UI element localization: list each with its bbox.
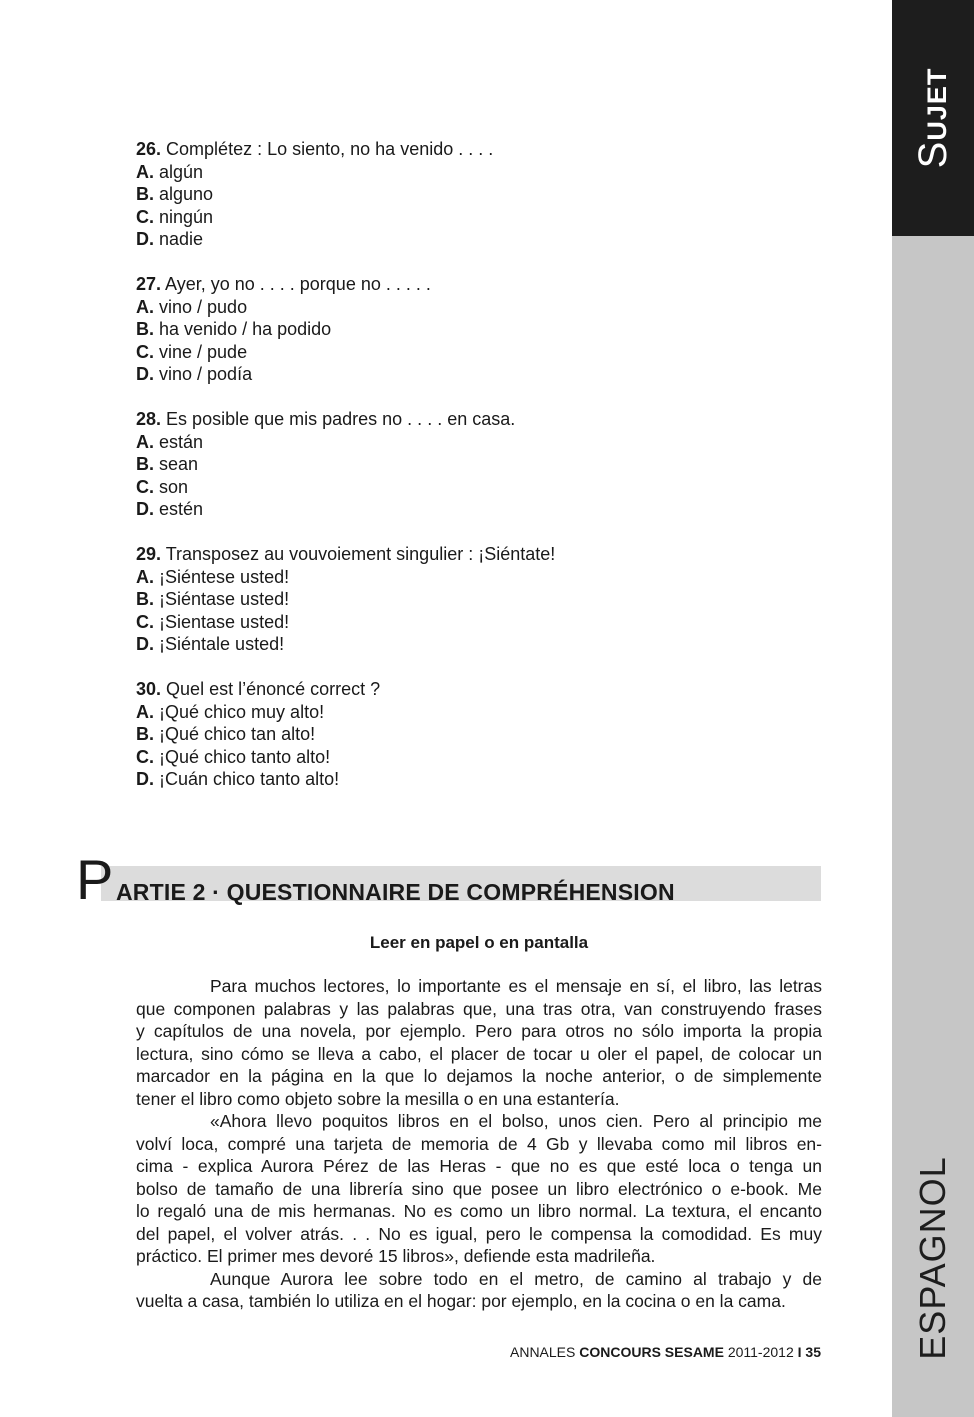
option-letter: D.	[136, 364, 154, 384]
question-text: Quel est l’énoncé correct ?	[166, 679, 381, 699]
option-letter: D.	[136, 229, 154, 249]
option-text: ¡Siéntase usted!	[159, 589, 290, 609]
article-line: cima - explica Aurora Pérez de las Heras - que no es que esté loca o tenga un	[136, 1156, 822, 1176]
answer-option	[136, 318, 826, 341]
article-line: práctico. El primer mes devoré 15 libros», defiende esta madrileña.	[136, 1246, 656, 1266]
answer-option	[136, 633, 826, 656]
option-letter: B.	[136, 319, 154, 339]
answer-option	[136, 768, 826, 791]
option-letter: C.	[136, 341, 154, 362]
article-line: que componen palabras y las palabras que, una tras otra, van construyendo frases	[136, 998, 822, 1019]
section-label	[913, 68, 953, 169]
article-line: volví loca, compré una tarjeta de memoria de 4 Gb y llevaba como mil libros en-	[136, 1133, 822, 1154]
option-text: están	[159, 431, 204, 452]
section-heading-initial: P	[76, 848, 114, 911]
footer-year: 2011-2012	[727, 1344, 794, 1360]
question-text: Ayer, yo no . . . . porque no . . . . .	[165, 274, 431, 294]
footer-brand: CONCOURS SESAME	[579, 1344, 724, 1360]
question-prompt	[136, 543, 826, 566]
option-text: alguno	[159, 184, 214, 204]
option-text: vino / pudo	[159, 296, 248, 317]
section-label-initial: S	[911, 140, 955, 169]
option-letter: B.	[136, 184, 154, 204]
question-prompt	[136, 273, 826, 296]
option-text: vine / pude	[159, 341, 248, 362]
question-block	[136, 408, 826, 521]
answer-option	[136, 296, 826, 319]
article-line: lectura, sino cómo se lleva a cabo, el placer de tocar u oler el papel, de colocar un	[136, 1043, 822, 1064]
answer-option	[136, 476, 826, 499]
article-body	[136, 975, 822, 1313]
article-line: Para muchos lectores, lo importante es el mensaje en sí, el libro, las letras	[210, 976, 822, 996]
option-text: ¡Sientase usted!	[159, 611, 290, 632]
question-prompt	[136, 138, 826, 161]
article-title: Leer en papel o en pantalla	[369, 933, 589, 952]
question-text: Es posible que mis padres no . . . . en casa.	[166, 409, 516, 429]
question-text: Complétez : Lo siento, no ha venido . . . .	[166, 139, 494, 159]
option-letter: B.	[136, 454, 154, 474]
option-letter: D.	[136, 769, 154, 789]
option-text: ¡Qué chico tan alto!	[159, 724, 316, 744]
answer-option	[136, 498, 826, 521]
option-text: ningún	[159, 206, 214, 227]
question-block	[136, 138, 826, 251]
option-letter: A.	[136, 431, 154, 452]
option-text: vino / podía	[159, 364, 253, 384]
article-line: bolso de tamaño de una librería sino que posee un libro electrónico o e-book. Me	[136, 1178, 822, 1199]
answer-option	[136, 723, 826, 746]
article-line: marcador en la página en la que lo dejamos la noche anterior, o de simplemente	[136, 1066, 822, 1086]
answer-option	[136, 431, 826, 454]
article-line: y capítulos de una novela, por ejemplo. Pero para otros no sólo importa la propia	[136, 1021, 822, 1041]
article-line: del papel, el volver atrás. . . No es igual, pero le compensa la comodidad. Es muy	[136, 1223, 822, 1244]
option-text: estén	[159, 499, 204, 519]
article-line: lo regaló una de mis hermanas. No es como un libro normal. La textura, el encanto	[136, 1201, 822, 1221]
question-number: 30.	[136, 679, 162, 699]
question-prompt	[136, 408, 826, 431]
option-letter: D.	[136, 634, 154, 654]
question-text: Transposez au vouvoiement singulier : ¡Siéntate!	[165, 544, 556, 564]
answer-option	[136, 701, 826, 724]
question-block	[136, 678, 826, 791]
option-letter: A.	[136, 296, 154, 317]
answer-option	[136, 183, 826, 206]
section-heading: ARTIE 2 · QUESTIONNAIRE DE COMPRÉHENSION	[116, 879, 675, 905]
option-letter: C.	[136, 476, 154, 497]
option-letter: D.	[136, 499, 154, 519]
page-footer	[510, 1343, 821, 1361]
answer-option	[136, 746, 826, 769]
answer-option	[136, 363, 826, 386]
option-letter: A.	[136, 701, 154, 722]
answer-option	[136, 566, 826, 589]
question-block	[136, 273, 826, 386]
option-letter: B.	[136, 724, 154, 744]
answer-option	[136, 611, 826, 634]
option-text: ¡Qué chico muy alto!	[159, 701, 325, 722]
article-line: Aunque Aurora lee sobre todo en el metro, de camino al trabajo y de	[210, 1268, 822, 1289]
option-letter: C.	[136, 746, 154, 767]
option-text: algún	[159, 161, 204, 182]
question-number: 26.	[136, 139, 162, 159]
sidebar-section-tab	[892, 0, 974, 236]
option-text: sean	[159, 454, 199, 474]
article-line: «Ahora llevo poquitos libros en el bolso, unos cien. Pero al principio me	[210, 1111, 822, 1131]
answer-option	[136, 228, 826, 251]
answer-option	[136, 161, 826, 184]
option-letter: B.	[136, 589, 154, 609]
answer-option	[136, 453, 826, 476]
option-letter: A.	[136, 161, 154, 182]
section-label-rest: UJET	[922, 67, 952, 141]
option-text: ¡Siéntese usted!	[159, 566, 290, 587]
option-letter: C.	[136, 611, 154, 632]
option-text: ¡Cuán chico tanto alto!	[159, 769, 340, 789]
option-letter: C.	[136, 206, 154, 227]
question-prompt	[136, 678, 826, 701]
answer-option	[136, 588, 826, 611]
option-text: ¡Siéntale usted!	[159, 634, 285, 654]
page-number: 35	[805, 1344, 821, 1360]
question-number: 27.	[136, 274, 162, 294]
question-list	[136, 138, 826, 813]
option-text: nadie	[159, 229, 204, 249]
answer-option	[136, 206, 826, 229]
subject-label: ESPAGNOL	[912, 1156, 953, 1360]
sidebar	[892, 0, 974, 1417]
article-line: tener el libro como objeto sobre la mesilla o en una estantería.	[136, 1088, 620, 1109]
question-block	[136, 543, 826, 656]
answer-option	[136, 341, 826, 364]
option-text: son	[159, 476, 189, 497]
question-number: 29.	[136, 544, 162, 564]
question-number: 28.	[136, 409, 162, 429]
article-line: vuelta a casa, también lo utiliza en el hogar: por ejemplo, en la cocina o en la cama.	[136, 1291, 786, 1311]
footer-separator: I	[797, 1344, 802, 1360]
footer-prefix: ANNALES	[510, 1344, 576, 1360]
option-text: ¡Qué chico tanto alto!	[159, 746, 331, 767]
option-letter: A.	[136, 566, 154, 587]
option-text: ha venido / ha podido	[159, 319, 332, 339]
